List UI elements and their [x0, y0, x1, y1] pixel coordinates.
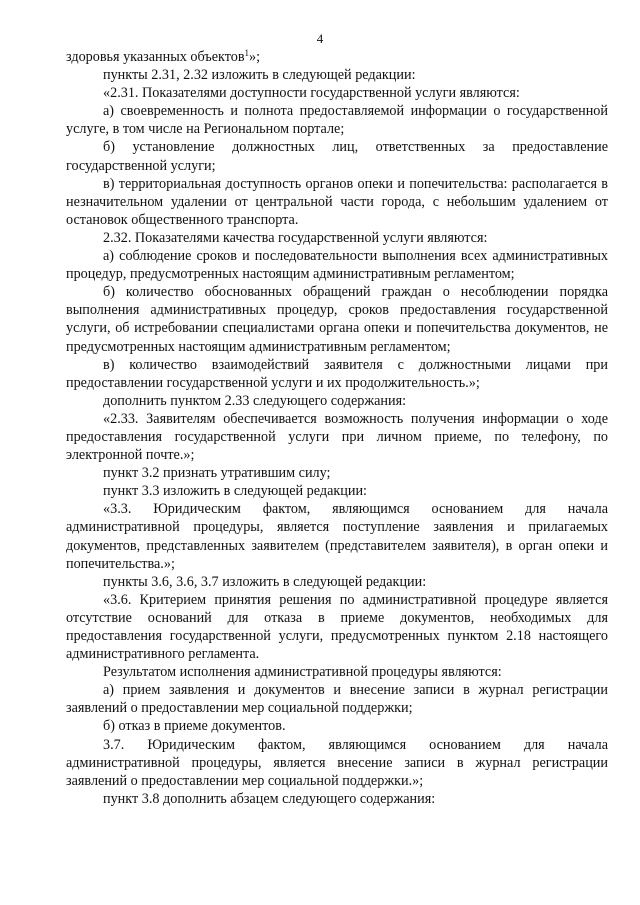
paragraph: пункты 2.31, 2.32 изложить в следующей редакции:	[103, 67, 416, 84]
paragraph: 3.7. Юридическим фактом, являющимся основанием для начала административной процедуры, является внесение записи в журнал регистрации заявлений о предоставлении мер социальной поддержки.»;	[66, 736, 608, 789]
paragraph: дополнить пунктом 2.33 следующего содержания:	[103, 392, 407, 409]
paragraph: б) отказ в приеме документов.	[103, 718, 286, 735]
document-body	[66, 48, 608, 808]
paragraph: б) установление должностных лиц, ответственных за предоставление государственной услуги;	[66, 139, 608, 174]
paragraph: 2.32. Показателями качества государственной услуги являются:	[103, 229, 488, 246]
paragraph: а) соблюдение сроков и последовательности выполнения всех административных процедур, предусмотренных настоящим административным регламентом;	[66, 248, 608, 283]
paragraph: «3.6. Критерием принятия решения по административной процедуре является отсутствие оснований для отказа в приеме документов, необходимых для предоставления государственной услуги, предусмотренных пунктом 2.18 настоящего административного регламента.	[66, 591, 608, 663]
paragraph: а) своевременность и полнота предоставляемой информации о государственной услуге, в том числе на Региональном портале;	[66, 103, 608, 138]
paragraph-tail: »;	[249, 49, 261, 65]
paragraph: пункт 3.2 признать утратившим силу;	[103, 465, 331, 482]
paragraph: пункт 3.8 дополнить абзацем следующего содержания:	[103, 790, 436, 807]
paragraph-text: здоровья указанных объектов	[66, 49, 245, 65]
footnote-mark: 1	[244, 48, 250, 58]
paragraph: в) территориальная доступность органов опеки и попечительства: располагается в незначительном удалении от центральной части города, с небольшим удалением от остановок общественного транспорта.	[66, 175, 608, 228]
page-number: 4	[316, 31, 324, 46]
paragraph: пункт 3.3 изложить в следующей редакции:	[103, 483, 367, 500]
paragraph: пункты 3.6, 3.6, 3.7 изложить в следующей редакции:	[103, 573, 427, 590]
paragraph: а) прием заявления и документов и внесение записи в журнал регистрации заявлений о предоставлении мер социальной поддержки;	[66, 682, 608, 717]
paragraph: «2.31. Показателями доступности государственной услуги являются:	[103, 85, 520, 102]
paragraph-continuation	[66, 48, 608, 66]
paragraph: «3.3. Юридическим фактом, являющимся основанием для начала административной процедуры, является поступление заявления и прилагаемых документов, представленных заявителем (представителем заявителя), в орган опеки и попечительства.»;	[66, 501, 608, 572]
paragraph: «2.33. Заявителям обеспечивается возможность получения информации о ходе предоставления государственной услуги при личном приеме, по телефону, по электронной почте.»;	[66, 410, 608, 464]
paragraph: б) количество обоснованных обращений граждан о несоблюдении порядка выполнения административных процедур, сроков предоставления государственной услуги, об истребовании специалистами органа опеки и попечительства документов, не предусмотренных настоящим административным регламентом;	[66, 284, 608, 355]
paragraph: Результатом исполнения административной процедуры являются:	[103, 664, 502, 681]
paragraph: в) количество взаимодействий заявителя с должностными лицами при предоставлении государственной услуги и их продолжительность.»;	[66, 356, 608, 391]
